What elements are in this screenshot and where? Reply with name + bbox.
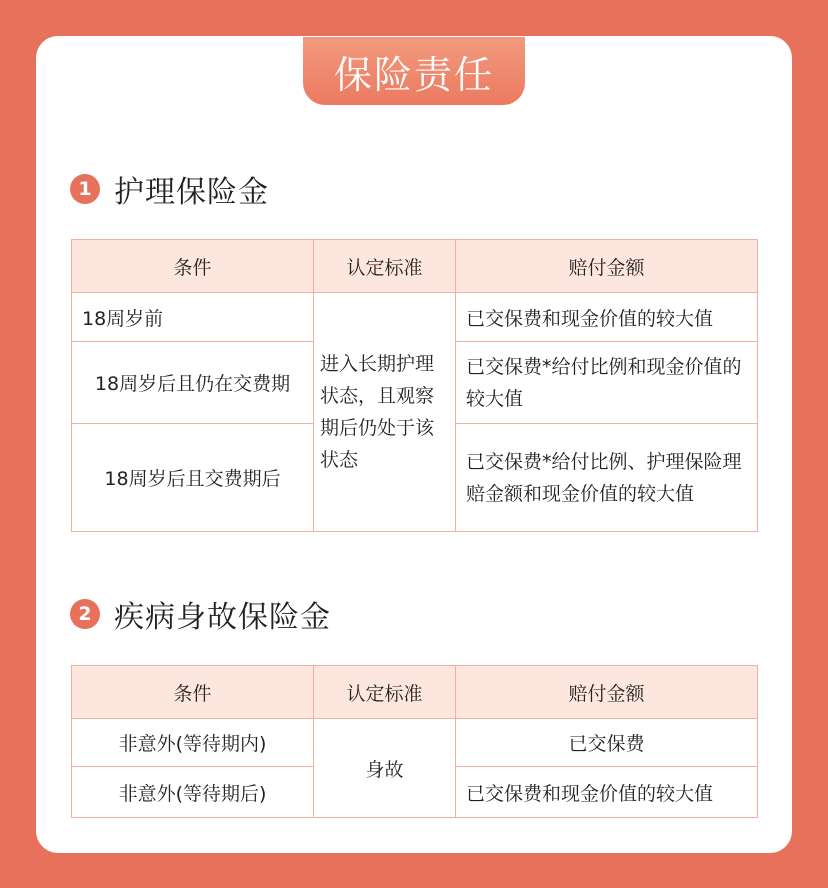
criterion-cell: 进入长期护理状态，且观察期后仍处于该状态 [314, 293, 456, 532]
amount-cell: 已交保费 [456, 719, 758, 767]
amount-cell: 已交保费和现金价值的较大值 [456, 767, 758, 818]
header-amount: 赔付金额 [456, 240, 758, 293]
amount-cell: 已交保费*给付比例和现金价值的较大值 [456, 342, 758, 424]
amount-cell: 已交保费和现金价值的较大值 [456, 293, 758, 342]
condition-cell: 18周岁后且仍在交费期 [72, 342, 314, 424]
header-criterion: 认定标准 [314, 240, 456, 293]
header-amount: 赔付金额 [456, 666, 758, 719]
section-title: 护理保险金 [114, 175, 269, 210]
table-row [72, 719, 758, 767]
condition-cell: 18周岁前 [72, 293, 314, 342]
condition-cell: 18周岁后且交费期后 [72, 424, 314, 532]
condition-cell: 非意外(等待期后) [72, 767, 314, 818]
section-number-badge: 2 [70, 599, 100, 629]
table-header-row [72, 666, 758, 719]
condition-cell: 非意外(等待期内) [72, 719, 314, 767]
amount-cell: 已交保费*给付比例、护理保险理赔金额和现金价值的较大值 [456, 424, 758, 532]
section-title: 疾病身故保险金 [114, 600, 331, 635]
header-criterion: 认定标准 [314, 666, 456, 719]
coverage-table-death [71, 665, 758, 818]
section-heading-2 [70, 592, 331, 636]
criterion-cell: 身故 [314, 719, 456, 818]
header-condition: 条件 [72, 666, 314, 719]
table-header-row [72, 240, 758, 293]
page-title: 保险责任 [303, 37, 525, 105]
section-heading-1 [70, 167, 269, 211]
table-row [72, 293, 758, 342]
header-condition: 条件 [72, 240, 314, 293]
section-number-badge: 1 [70, 174, 100, 204]
coverage-table-nursing [71, 239, 758, 532]
